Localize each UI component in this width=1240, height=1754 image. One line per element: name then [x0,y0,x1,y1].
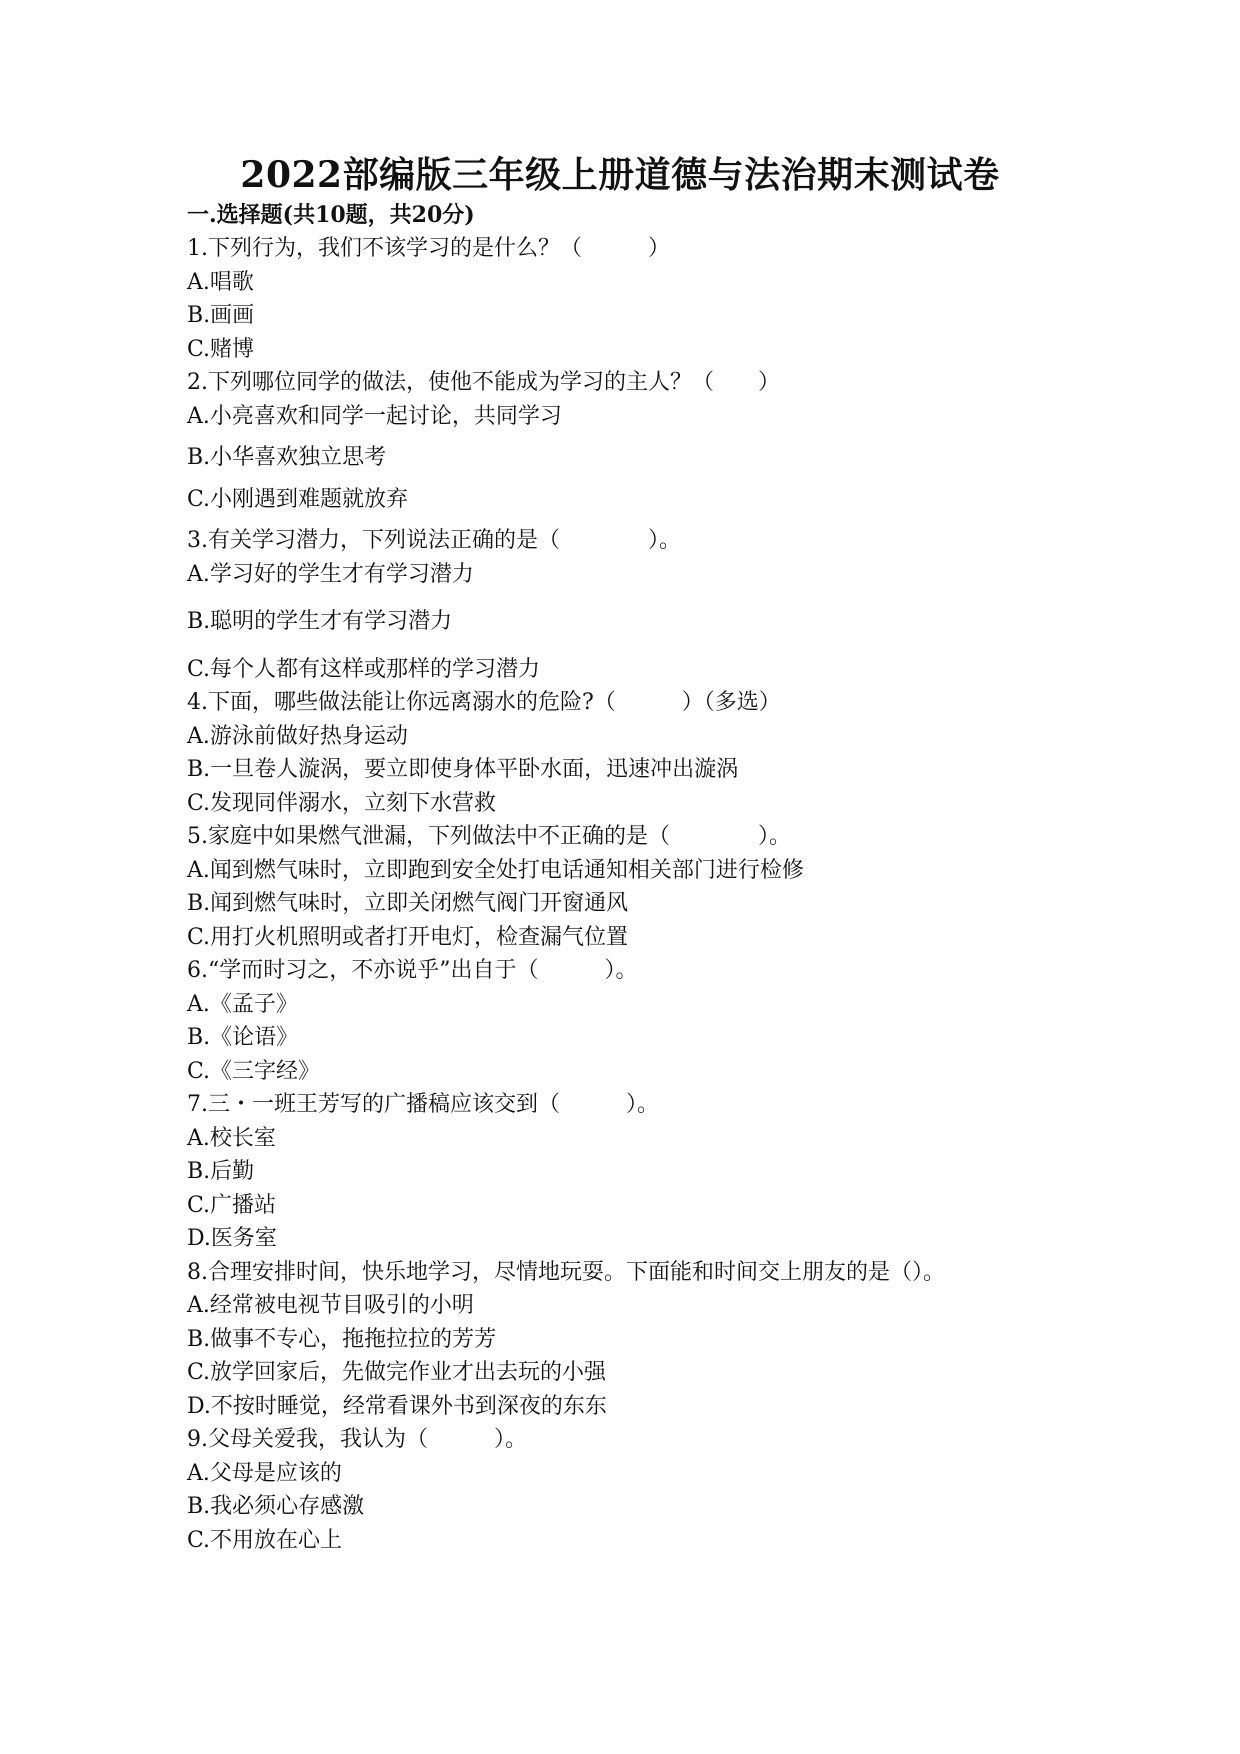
question-4-option-c: C.发现同伴溺水，立刻下水营救 [187,790,497,816]
question-3-option-a: A.学习好的学生才有学习潜力 [187,561,474,587]
question-5-option-b: B.闻到燃气味时，立即关闭燃气阀门开窗通风 [187,891,629,916]
exam-title: 2022部编版三年级上册道德与法治期末测试卷 [240,154,1000,196]
question-3-option-b: B.聪明的学生才有学习潜力 [187,609,453,634]
question-6-option-b: B.《论语》 [187,1025,299,1050]
question-5-stem: 5.家庭中如果燃气泄漏，下列做法中不正确的是（ ）。 [187,824,791,849]
question-8-option-a: A.经常被电视节目吸引的小明 [187,1293,474,1318]
question-1-option-c: C.赌博 [187,336,255,362]
question-8-option-d: D.不按时睡觉，经常看课外书到深夜的东东 [187,1393,607,1419]
question-7-option-a: A.校长室 [187,1125,276,1151]
question-6-option-c: C.《三字经》 [187,1058,321,1084]
question-6-stem: 6.“学而时习之，不亦说乎”出自于（ ）。 [187,958,638,983]
question-5-option-a: A.闻到燃气味时，立即跑到安全处打电话通知相关部门进行检修 [187,857,804,883]
question-2-option-c: C.小刚遇到难题就放弃 [187,486,409,512]
question-4-stem: 4.下面，哪些做法能让你远离溺水的危险?（ ）（多选） [187,690,781,715]
question-3-option-c: C.每个人都有这样或那样的学习潜力 [187,656,541,682]
question-6-option-a: A.《孟子》 [187,991,298,1017]
question-8-option-b: B.做事不专心，拖拖拉拉的芳芳 [187,1326,497,1352]
question-2-option-a: A.小亮喜欢和同学一起讨论，共同学习 [187,403,562,429]
question-2-option-b: B.小华喜欢独立思考 [187,445,387,470]
exam-content [187,198,1047,1557]
question-9-stem: 9.父母关爱我，我认为（ ）。 [187,1427,527,1452]
question-9-option-a: A.父母是应该的 [187,1460,342,1486]
question-1-option-a: A.唱歌 [187,269,254,295]
question-5-option-c: C.用打火机照明或者打开电灯，检查漏气位置 [187,924,629,950]
question-7-stem: 7.三・一班王芳写的广播稿应该交到（ ）。 [187,1092,659,1117]
question-3-stem: 3.有关学习潜力，下列说法正确的是（ ）。 [187,528,681,553]
question-8-stem: 8.合理安排时间，快乐地学习，尽情地玩耍。下面能和时间交上朋友的是（）。 [187,1259,945,1285]
question-1-stem: 1.下列行为，我们不该学习的是什么？（ ） [187,236,670,261]
question-7-option-b: B.后勤 [187,1159,255,1184]
section-heading: 一.选择题(共10题，共20分) [187,202,475,228]
question-2-stem: 2.下列哪位同学的做法，使他不能成为学习的主人？（ ） [187,370,780,395]
question-8-option-c: C.放学回家后，先做完作业才出去玩的小强 [187,1360,607,1385]
question-7-option-d: D.医务室 [187,1226,277,1251]
question-1-option-b: B.画画 [187,303,255,328]
question-7-option-c: C.广播站 [187,1192,277,1218]
question-4-option-b: B.一旦卷人漩涡，要立即使身体平卧水面，迅速冲出漩涡 [187,757,739,782]
question-4-option-a: A.游泳前做好热身运动 [187,723,408,749]
question-9-option-b: B.我必须心存感激 [187,1494,365,1519]
question-9-option-c: C.不用放在心上 [187,1527,343,1553]
